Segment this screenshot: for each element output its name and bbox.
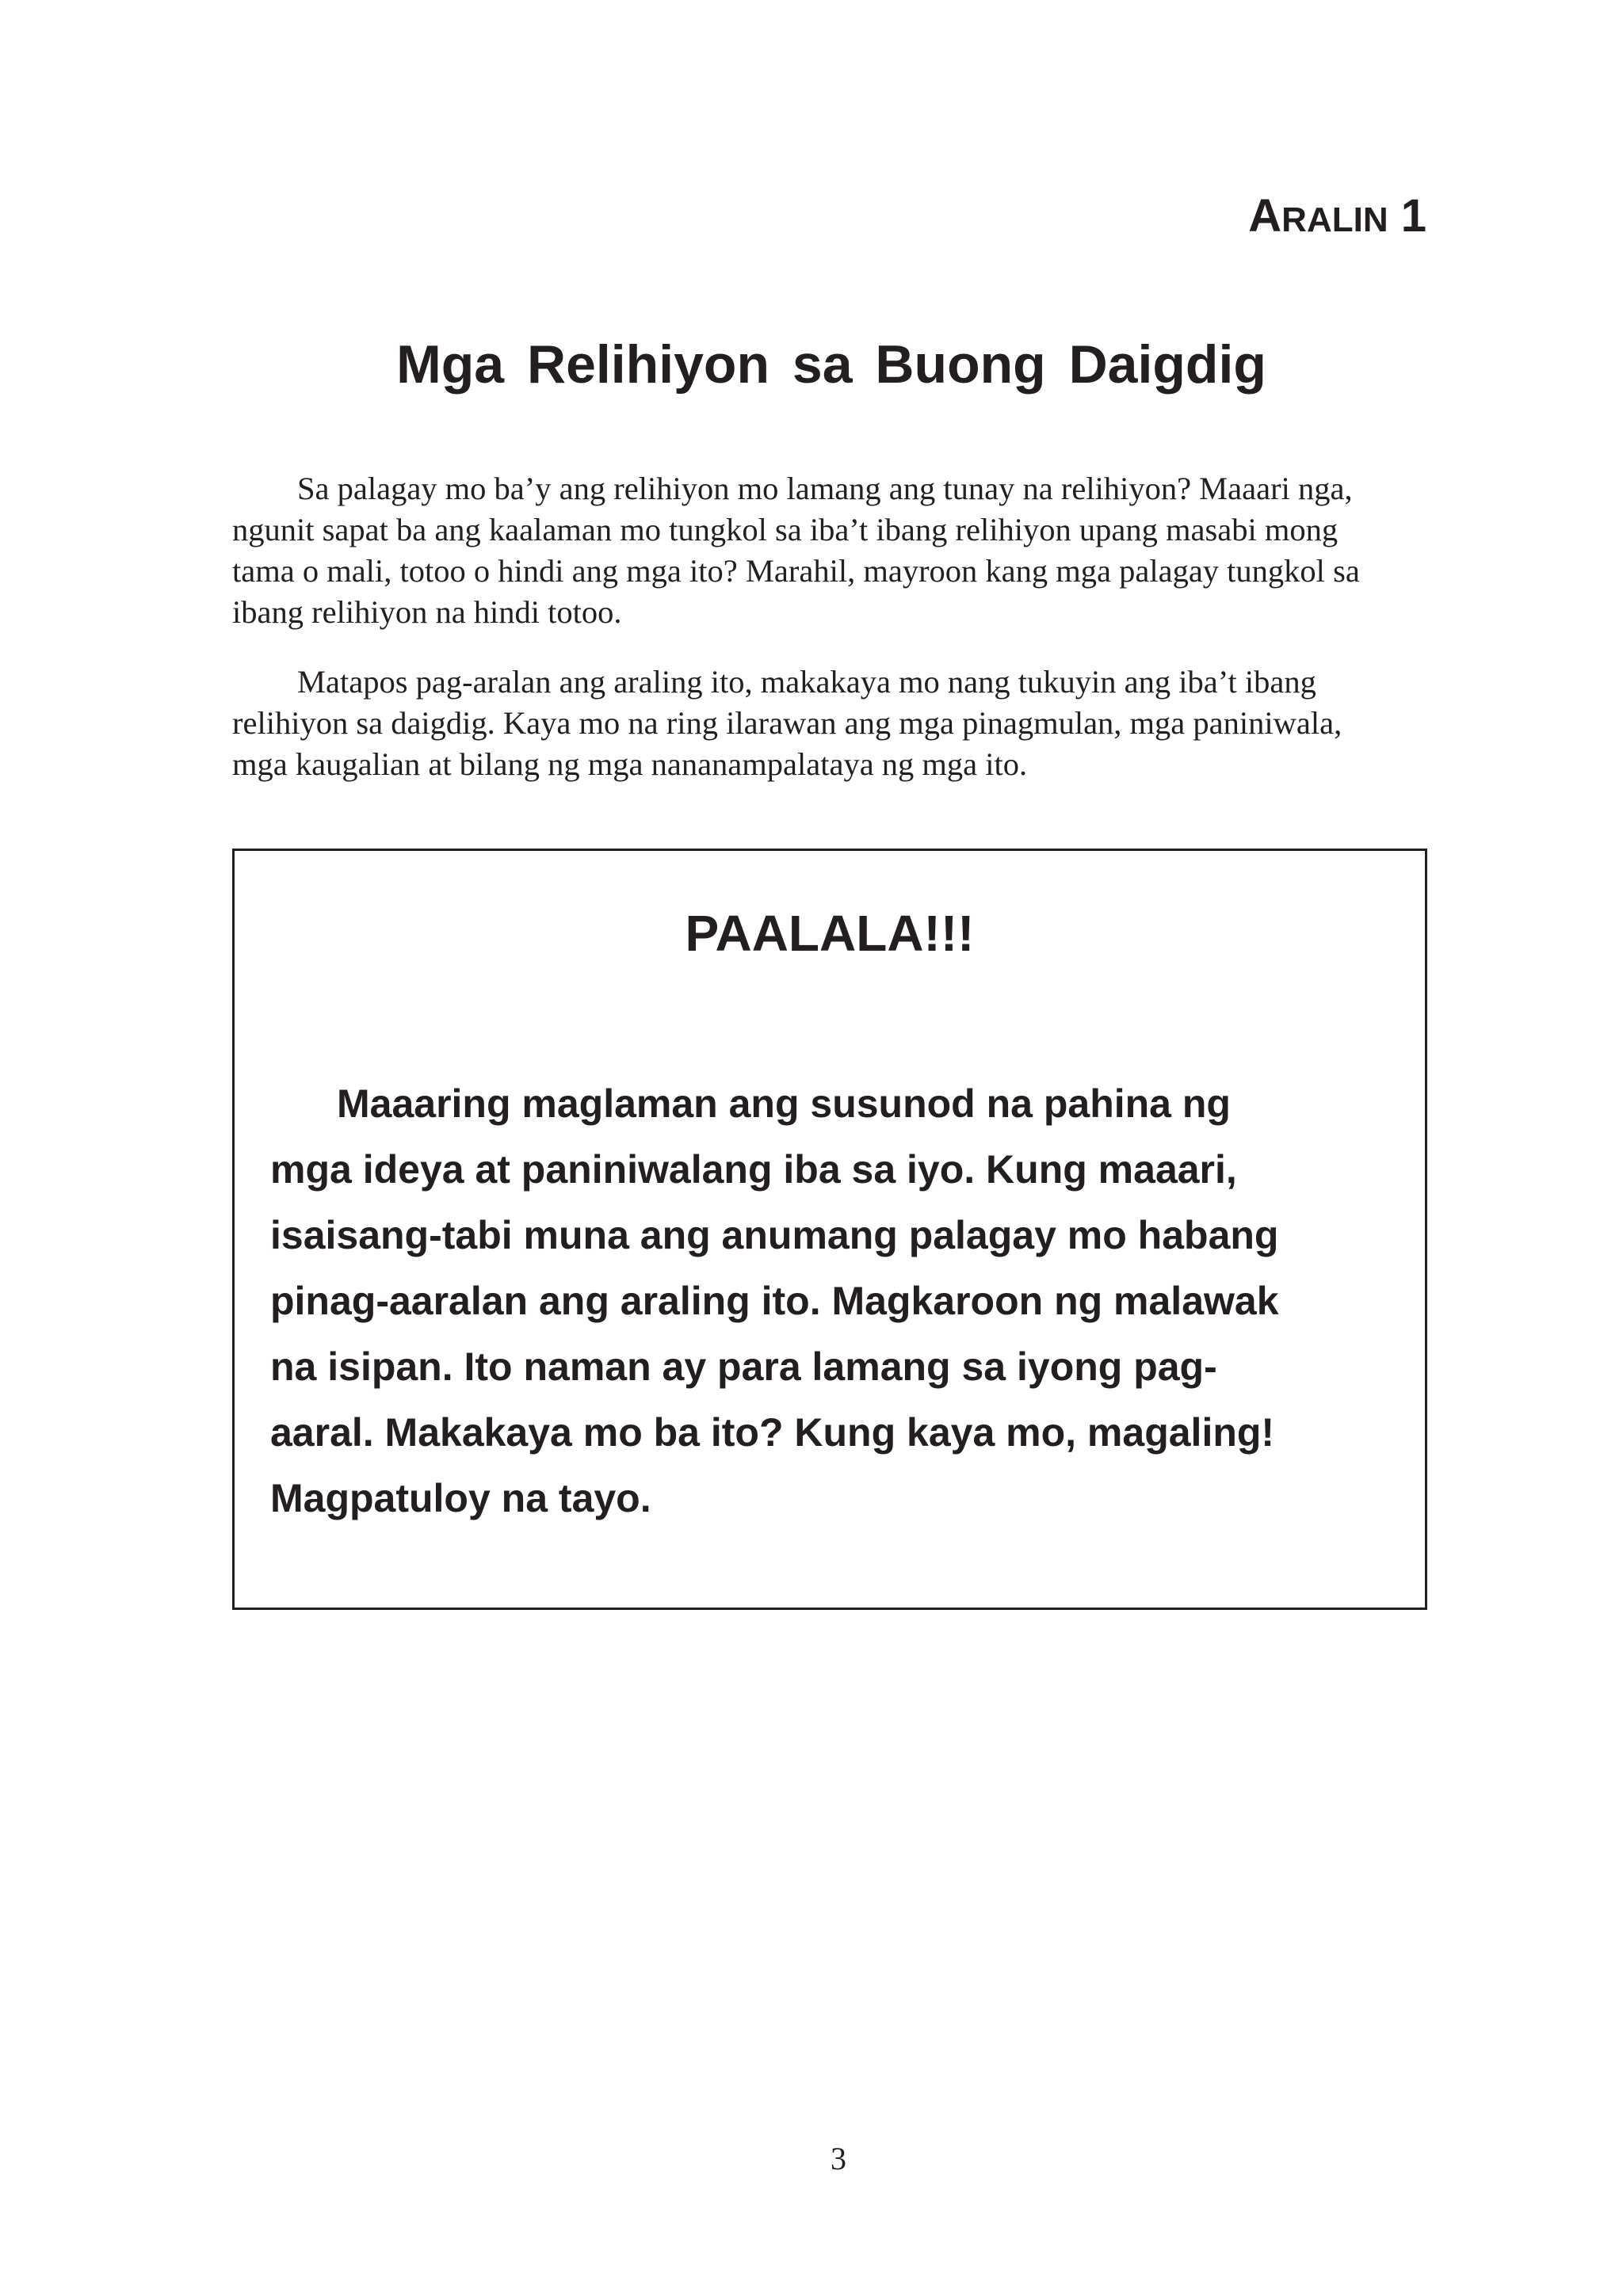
intro-paragraph-2-line: relihiyon sa daigdig. Kaya mo na ring ilarawan ang mga pinagmulan, mga paniniwala, — [232, 705, 1342, 741]
lesson-label — [1248, 189, 1426, 248]
page-number: 3 — [831, 2141, 846, 2176]
intro-paragraph-1-line: ngunit sapat ba ang kaalaman mo tungkol sa iba’t ibang relihiyon upang masabi mong — [232, 512, 1338, 547]
lesson-label-word: RALIN — [1281, 200, 1388, 239]
page-title: Mga Relihiyon sa Buong Daigdig — [396, 334, 1266, 395]
intro-paragraph-2 — [232, 662, 1437, 785]
reminder-title: PAALALA!!! — [685, 905, 975, 962]
reminder-line: na isipan. Ito naman ay para lamang sa iyong pag- — [270, 1344, 1217, 1389]
reminder-line: Magpatuloy na tayo. — [270, 1476, 651, 1520]
reminder-line: isaisang-tabi muna ang anumang palagay mo habang — [270, 1213, 1279, 1257]
reminder-line: Maaaring maglaman ang susunod na pahina ng — [337, 1081, 1231, 1126]
intro-paragraph-2-line: mga kaugalian at bilang ng mga nananampalataya ng mga ito. — [232, 746, 1028, 782]
reminder-body — [270, 1071, 1403, 1531]
intro-paragraph-1 — [232, 468, 1437, 633]
intro-paragraph-1-line: ibang relihiyon na hindi totoo. — [232, 594, 622, 630]
lesson-label-initial: A — [1248, 190, 1282, 242]
intro-paragraph-1-line: Sa palagay mo ba’y ang relihiyon mo lamang ang tunay na relihiyon? Maaari nga, — [297, 471, 1353, 506]
reminder-line: aaral. Makakaya mo ba ito? Kung kaya mo, magaling! — [270, 1410, 1275, 1455]
lesson-number: 1 — [1400, 190, 1426, 242]
intro-paragraph-1-line: tama o mali, totoo o hindi ang mga ito? Marahil, mayroon kang mga palagay tungkol sa — [232, 553, 1360, 589]
intro-paragraph-2-line: Matapos pag-aralan ang araling ito, makakaya mo nang tukuyin ang iba’t ibang — [297, 664, 1316, 700]
reminder-line: mga ideya at paniniwalang iba sa iyo. Kung maaari, — [270, 1147, 1237, 1192]
reminder-line: pinag-aaralan ang araling ito. Magkaroon ng malawak — [270, 1279, 1279, 1323]
